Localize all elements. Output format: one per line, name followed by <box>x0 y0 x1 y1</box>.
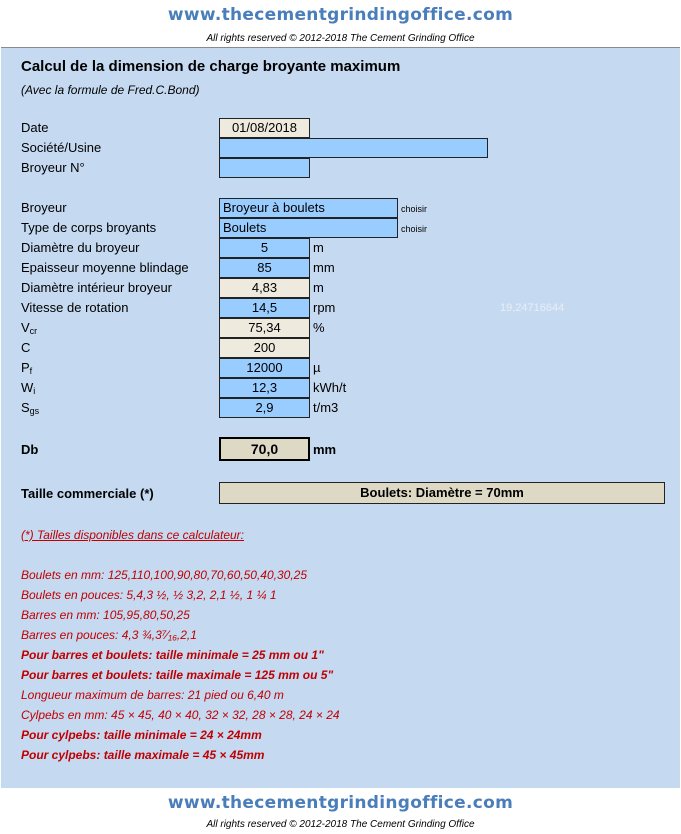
header <box>0 0 681 48</box>
diameter-unit: m <box>313 240 324 255</box>
pf-label: $P_f$ <box>21 360 33 376</box>
note-line: Pour cylpebs: taille minimale = 24 × 24mm <box>21 728 262 742</box>
c-value: 200 <box>219 338 310 358</box>
sgs-label: $S_{gs}$ <box>21 400 40 416</box>
commercial-size-result: Boulets: Diamètre = 70mm <box>219 482 665 504</box>
notes-heading: (*) Tailles disponibles dans ce calculateur: <box>21 528 245 542</box>
date-field[interactable]: 01/08/2018 <box>219 118 310 138</box>
liner-label: Epaisseur moyenne blindage <box>21 260 189 275</box>
db-label: Db <box>21 442 39 457</box>
diameter-label: Diamètre du broyeur <box>21 240 140 255</box>
note-line: Pour cylpebs: taille maximale = 45 × 45mm <box>21 748 265 762</box>
speed-field[interactable]: 14,5 <box>219 298 310 318</box>
vcr-unit: % <box>313 320 325 335</box>
vcr-value: 75,34 <box>219 318 310 338</box>
wi-label: $W_i$ <box>21 380 36 396</box>
media-label: Type de corps broyants <box>21 220 157 235</box>
mill-choose-hint: choisir <box>401 204 428 214</box>
sgs-field[interactable]: 2,9 <box>219 398 310 418</box>
wi-unit: kWh/t <box>313 380 347 395</box>
mill-number-field[interactable] <box>219 158 310 178</box>
note-line: Boulets en mm: 125,110,100,90,80,70,60,50,40,30,25 <box>21 568 307 582</box>
mill-label: Broyeur <box>21 200 67 215</box>
media-type-select[interactable]: Boulets <box>219 218 398 238</box>
footer-site-link[interactable]: www.thecementgrindingoffice.com <box>167 793 514 813</box>
note-line: Barres en pouces: 4,3 ¾,3⁷⁄₁₆,2,1 <box>21 628 197 642</box>
speed-label: Vitesse de rotation <box>21 300 129 315</box>
wi-field[interactable]: 12,3 <box>219 378 310 398</box>
db-result: 70,0 <box>219 437 310 461</box>
mill-number-label: Broyeur N° <box>21 160 85 175</box>
commercial-size-label: Taille commerciale (*) <box>21 486 154 501</box>
liner-field[interactable]: 85 <box>219 258 310 278</box>
header-rights: All rights reserved © 2012-2018 The Cement Grinding Office <box>206 33 475 44</box>
page-subtitle: (Avec la formule de Fred.C.Bond) <box>21 83 200 97</box>
sgs-unit: t/m3 <box>313 400 339 415</box>
liner-unit: mm <box>313 260 335 275</box>
note-line: Pour barres et boulets: taille minimale = 25 mm ou 1" <box>21 648 324 662</box>
pf-unit: µ <box>313 360 321 375</box>
company-label: Société/Usine <box>21 140 102 155</box>
inner-diameter-unit: m <box>313 280 324 295</box>
page-title: Calcul de la dimension de charge broyante maximum <box>21 58 401 75</box>
mill-type-select[interactable]: Broyeur à boulets <box>219 198 398 218</box>
note-line: Pour barres et boulets: taille maximale = 125 mm ou 5" <box>21 668 334 682</box>
vcr-label: $V_{cr}$ <box>21 320 38 336</box>
footer-rights: All rights reserved © 2012-2018 The Cement Grinding Office <box>206 819 475 830</box>
db-unit: mm <box>313 442 337 457</box>
header-site-link[interactable]: www.thecementgrindingoffice.com <box>167 5 514 25</box>
date-label: Date <box>21 120 49 135</box>
inner-diameter-value: 4,83 <box>219 278 310 298</box>
footer <box>0 788 681 834</box>
note-line: Longueur maximum de barres: 21 pied ou 6,40 m <box>21 688 284 702</box>
c-label: C <box>21 340 31 355</box>
note-line: Cylpebs en mm: 45 × 45, 40 × 40, 32 × 32, 28 × 28, 24 × 24 <box>21 708 340 722</box>
company-field[interactable] <box>219 138 488 158</box>
note-line: Barres en mm: 105,95,80,50,25 <box>21 608 190 622</box>
inner-diameter-label: Diamètre intérieur broyeur <box>21 280 173 295</box>
media-choose-hint: choisir <box>401 224 428 234</box>
speed-unit: rpm <box>313 300 336 315</box>
pf-field[interactable]: 12000 <box>219 358 310 378</box>
diameter-field[interactable]: 5 <box>219 238 310 258</box>
speed-hidden-value: 19,24716644 <box>500 302 565 314</box>
note-line: Boulets en pouces: 5,4,3 ½, ½ 3,2, 2,1 ½, 1 ¼ 1 <box>21 588 277 602</box>
